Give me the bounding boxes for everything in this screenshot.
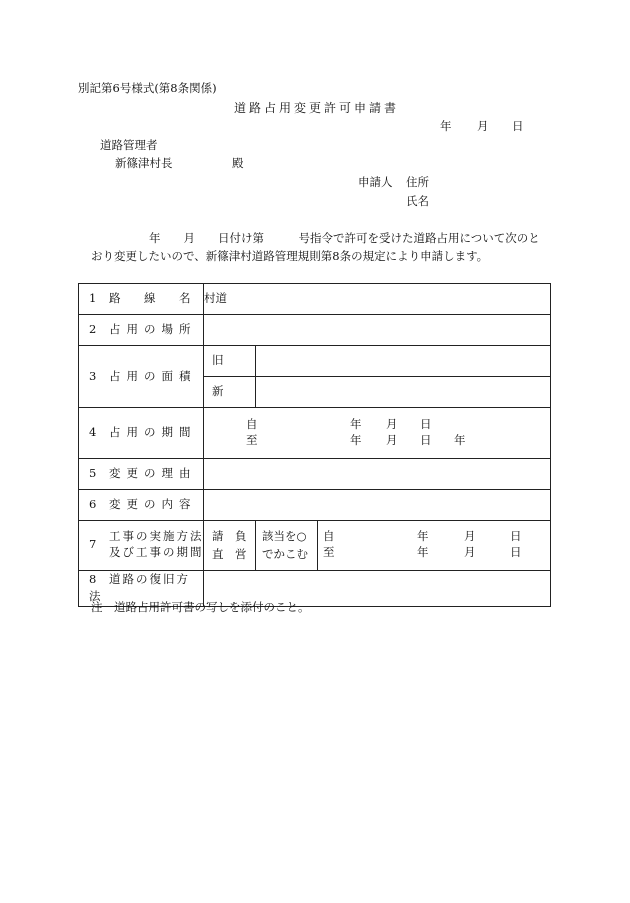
- form-id: 別記第6号様式(第8条関係): [78, 81, 217, 95]
- work-to-year: 年: [417, 545, 429, 559]
- period-to-month: 月: [386, 433, 398, 447]
- body-line-1: 年 月 日付け第 号指令で許可を受けた道路占用について次のと: [149, 231, 540, 245]
- applicant-name-label: 氏名: [406, 194, 429, 208]
- row-1-label: 1 路 線 名: [79, 284, 204, 315]
- applicant-address-label: 住所: [406, 175, 429, 189]
- work-from-month: 月: [464, 529, 476, 543]
- row-7-label: 7 工事の実施方法 及び工事の期間: [79, 521, 204, 571]
- row-4-label: 4 占用の期間: [79, 408, 204, 459]
- work-period-cell: [318, 521, 551, 571]
- date-year: 年: [440, 119, 452, 133]
- table-row: [79, 521, 551, 571]
- footnote: 注 道路占用許可書の写しを添付のこと。: [91, 600, 310, 614]
- addressee-honorific: 殿: [232, 156, 244, 170]
- addressee-title: 道路管理者: [100, 138, 158, 152]
- work-from: 自: [323, 529, 335, 543]
- period-to-year: 年: [350, 433, 362, 447]
- body-line-2: おり変更したいので、新篠津村道路管理規則第8条の規定により申請します。: [91, 249, 489, 263]
- date-day: 日: [512, 119, 524, 133]
- option-contract: 請 負: [212, 529, 247, 544]
- area-old-value: [256, 346, 551, 377]
- change-content-value: [204, 490, 551, 521]
- table-row: [79, 408, 551, 459]
- work-from-year: 年: [417, 529, 429, 543]
- table-row: [79, 284, 551, 315]
- addressee-name: 新篠津村長: [115, 156, 173, 170]
- row-5-label: 5 変更の理由: [79, 459, 204, 490]
- table-row: [79, 490, 551, 521]
- area-new-label: 新: [204, 377, 256, 408]
- work-to-month: 月: [464, 545, 476, 559]
- period-from: 自: [246, 417, 258, 431]
- work-to: 至: [323, 545, 335, 559]
- row-3-label: 3 占用の面積: [79, 346, 204, 408]
- occupancy-place-value: [204, 315, 551, 346]
- change-reason-value: [204, 459, 551, 490]
- area-new-value: [256, 377, 551, 408]
- table-row: [79, 459, 551, 490]
- application-table: [78, 283, 551, 607]
- circle-note: 該当を○ でかこむ: [256, 521, 318, 571]
- period-from-month: 月: [386, 417, 398, 431]
- period-cell: [204, 408, 551, 459]
- method-options: [204, 521, 256, 571]
- table-row: [79, 315, 551, 346]
- table-row: [79, 346, 551, 377]
- option-direct: 直 営: [212, 546, 247, 561]
- row-2-label: 2 占用の場所: [79, 315, 204, 346]
- route-name-value: 村道: [204, 284, 551, 315]
- work-to-day: 日: [510, 545, 522, 559]
- period-from-day: 日: [420, 417, 432, 431]
- area-old-label: 旧: [204, 346, 256, 377]
- document-title: 道路占用変更許可申請書: [234, 101, 400, 115]
- period-to: 至: [246, 433, 258, 447]
- period-years: 年: [454, 433, 466, 447]
- period-from-year: 年: [350, 417, 362, 431]
- row-6-label: 6 変更の内容: [79, 490, 204, 521]
- row-8-label: 8 道路の復旧方法: [79, 571, 204, 607]
- date-month: 月: [477, 119, 489, 133]
- period-to-day: 日: [420, 433, 432, 447]
- applicant-label: 申請人: [358, 175, 393, 189]
- work-from-day: 日: [510, 529, 522, 543]
